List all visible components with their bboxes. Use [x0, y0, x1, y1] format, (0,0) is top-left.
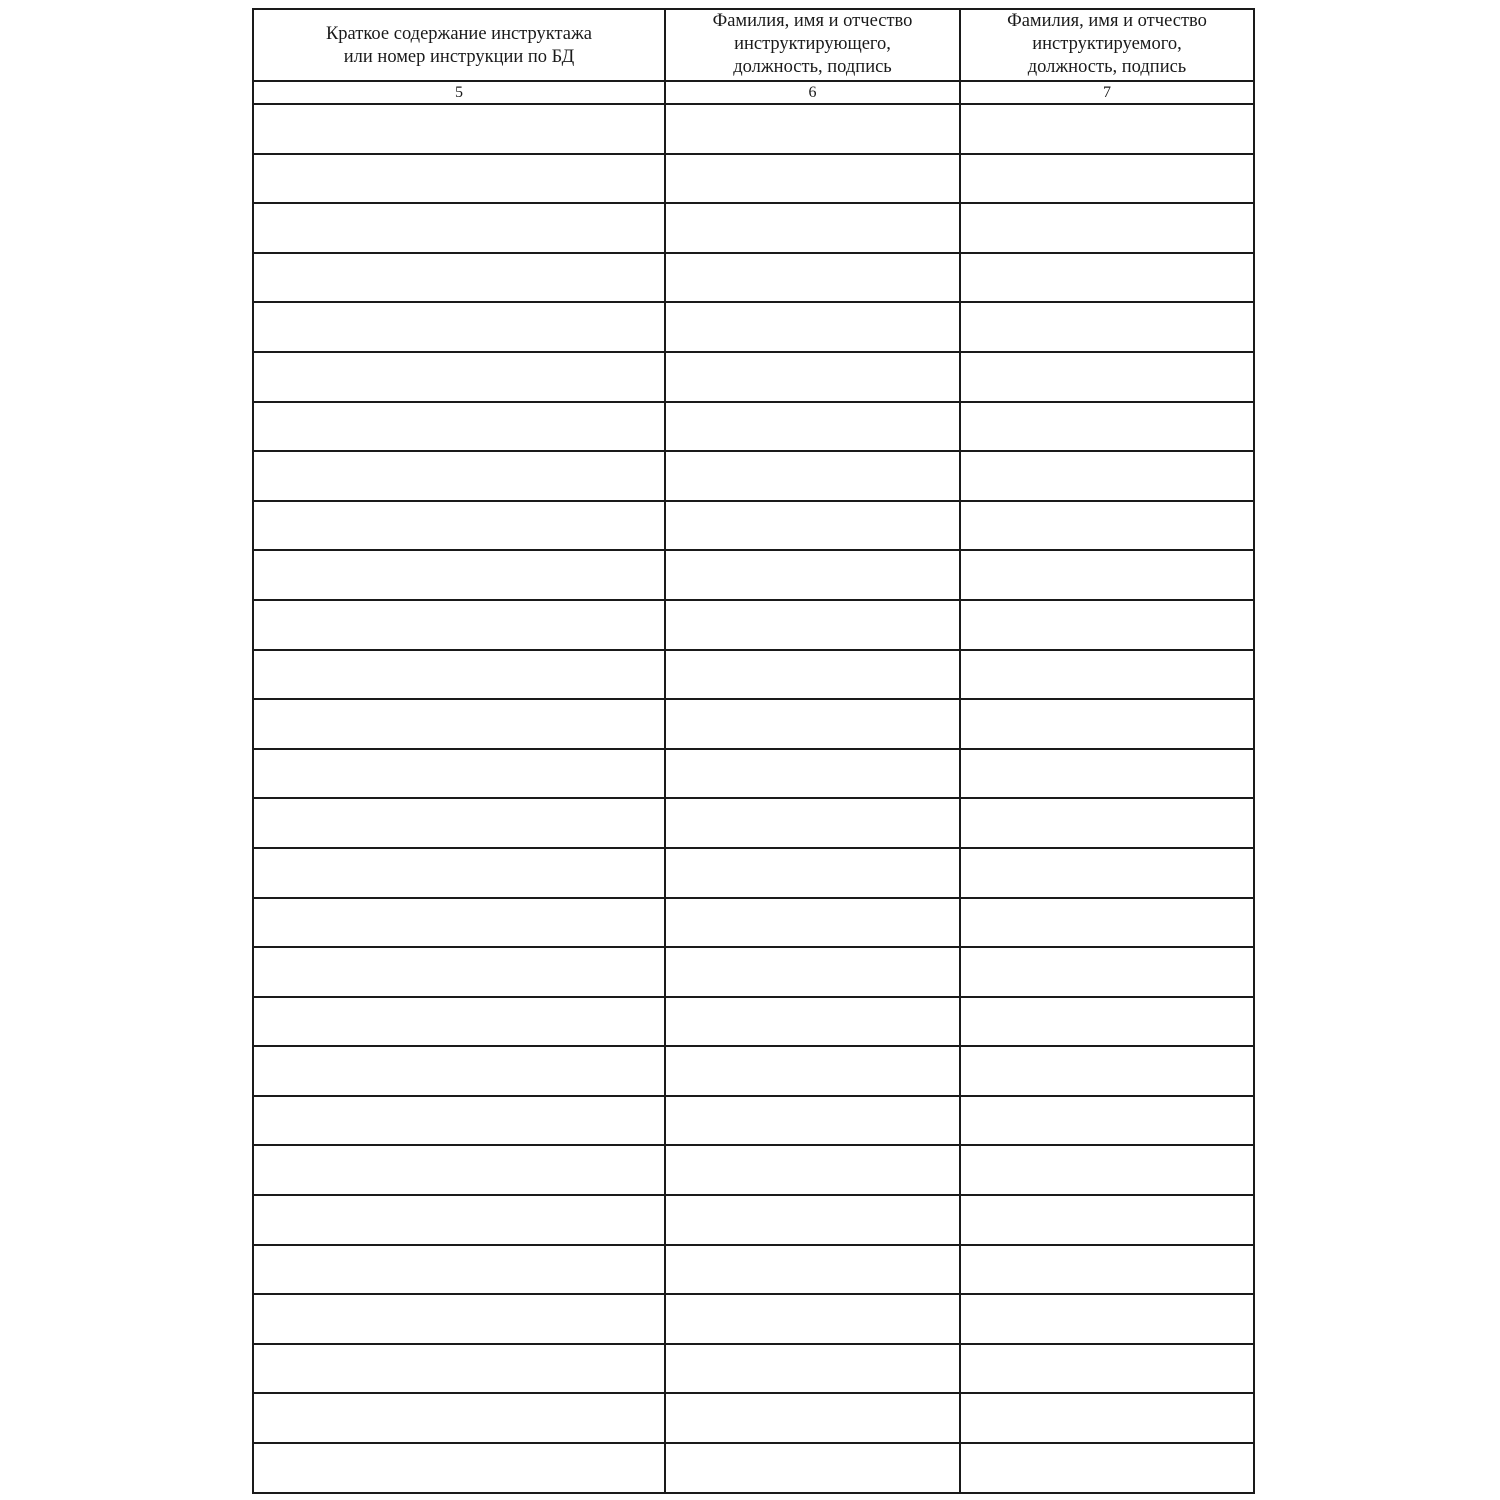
table-row [253, 1294, 1254, 1344]
column-number-5: 5 [253, 81, 665, 104]
table-row [253, 798, 1254, 848]
entry-cell-instructor[interactable] [665, 1393, 960, 1443]
entry-cell-instructed[interactable] [960, 1344, 1254, 1394]
entry-cell-briefing-content[interactable] [253, 749, 665, 799]
entry-cell-instructor[interactable] [665, 600, 960, 650]
entry-cell-instructed[interactable] [960, 600, 1254, 650]
entry-cell-instructor[interactable] [665, 154, 960, 204]
entry-cell-briefing-content[interactable] [253, 1344, 665, 1394]
entry-cell-instructor[interactable] [665, 104, 960, 154]
table-row [253, 699, 1254, 749]
entry-cell-briefing-content[interactable] [253, 600, 665, 650]
entry-cell-briefing-content[interactable] [253, 402, 665, 452]
table-row [253, 749, 1254, 799]
entry-cell-instructed[interactable] [960, 1046, 1254, 1096]
entry-cell-briefing-content[interactable] [253, 1443, 665, 1493]
table-row [253, 997, 1254, 1047]
entry-cell-instructor[interactable] [665, 997, 960, 1047]
entry-cell-instructor[interactable] [665, 253, 960, 303]
entry-cell-briefing-content[interactable] [253, 104, 665, 154]
entry-cell-instructed[interactable] [960, 898, 1254, 948]
table-row [253, 501, 1254, 551]
entry-cell-instructed[interactable] [960, 848, 1254, 898]
entry-cell-instructor[interactable] [665, 352, 960, 402]
entry-cell-briefing-content[interactable] [253, 550, 665, 600]
entry-cell-briefing-content[interactable] [253, 848, 665, 898]
entry-cell-instructed[interactable] [960, 104, 1254, 154]
column-number-row [253, 81, 1254, 104]
entry-cell-briefing-content[interactable] [253, 1195, 665, 1245]
entry-cell-instructed[interactable] [960, 650, 1254, 700]
table-row [253, 203, 1254, 253]
entry-cell-instructor[interactable] [665, 451, 960, 501]
entry-cell-briefing-content[interactable] [253, 253, 665, 303]
table-row [253, 1344, 1254, 1394]
entry-cell-instructed[interactable] [960, 699, 1254, 749]
entry-cell-instructed[interactable] [960, 352, 1254, 402]
entry-cell-instructed[interactable] [960, 1245, 1254, 1295]
entry-cell-instructed[interactable] [960, 253, 1254, 303]
entry-cell-instructor[interactable] [665, 848, 960, 898]
entry-cell-instructor[interactable] [665, 402, 960, 452]
entry-cell-instructed[interactable] [960, 451, 1254, 501]
entry-cell-instructed[interactable] [960, 1443, 1254, 1493]
header-instructor-label: Фамилия, имя и отчество инструктирующего, должность, подпись [712, 11, 913, 77]
entry-cell-instructor[interactable] [665, 650, 960, 700]
entry-cell-instructed[interactable] [960, 302, 1254, 352]
entry-cell-instructor[interactable] [665, 1195, 960, 1245]
table-row [253, 1096, 1254, 1146]
entry-cell-briefing-content[interactable] [253, 898, 665, 948]
table-row [253, 600, 1254, 650]
table-row [253, 1393, 1254, 1443]
entry-cell-instructed[interactable] [960, 501, 1254, 551]
table-row [253, 550, 1254, 600]
table-row [253, 154, 1254, 204]
table-row [253, 302, 1254, 352]
entry-cell-briefing-content[interactable] [253, 302, 665, 352]
table-row [253, 1245, 1254, 1295]
entry-cell-instructor[interactable] [665, 898, 960, 948]
entry-cell-instructed[interactable] [960, 798, 1254, 848]
table-row [253, 352, 1254, 402]
entry-cell-instructed[interactable] [960, 402, 1254, 452]
entry-cell-instructor[interactable] [665, 1294, 960, 1344]
entry-cell-briefing-content[interactable] [253, 997, 665, 1047]
entry-cell-briefing-content[interactable] [253, 203, 665, 253]
entry-cell-briefing-content[interactable] [253, 1294, 665, 1344]
table-row [253, 104, 1254, 154]
instruction-journal-table [252, 8, 1255, 1494]
table-row [253, 253, 1254, 303]
entry-cell-briefing-content[interactable] [253, 699, 665, 749]
entry-cell-instructed[interactable] [960, 947, 1254, 997]
entry-cell-instructed[interactable] [960, 1294, 1254, 1344]
entry-cell-instructed[interactable] [960, 1096, 1254, 1146]
entry-cell-instructor[interactable] [665, 947, 960, 997]
entry-cell-instructor[interactable] [665, 1443, 960, 1493]
entry-cell-instructor[interactable] [665, 798, 960, 848]
entry-cell-instructed[interactable] [960, 1195, 1254, 1245]
table-row [253, 402, 1254, 452]
entry-cell-instructed[interactable] [960, 203, 1254, 253]
entry-cell-briefing-content[interactable] [253, 352, 665, 402]
entry-cell-instructed[interactable] [960, 749, 1254, 799]
entry-cell-instructor[interactable] [665, 699, 960, 749]
table-row [253, 1443, 1254, 1493]
table-row [253, 947, 1254, 997]
table-row [253, 650, 1254, 700]
entry-cell-briefing-content[interactable] [253, 501, 665, 551]
header-briefing-content [253, 9, 665, 81]
entry-cell-instructor[interactable] [665, 1096, 960, 1146]
entry-cell-briefing-content[interactable] [253, 947, 665, 997]
journal-entries [253, 104, 1254, 1493]
entry-cell-briefing-content[interactable] [253, 798, 665, 848]
entry-cell-instructor[interactable] [665, 501, 960, 551]
header-instructor [665, 9, 960, 81]
entry-cell-briefing-content[interactable] [253, 1096, 665, 1146]
column-number-6: 6 [665, 81, 960, 104]
header-row [253, 9, 1254, 81]
header-instructed-label: Фамилия, имя и отчество инструктируемого, должность, подпись [1007, 11, 1207, 77]
entry-cell-instructor[interactable] [665, 1145, 960, 1195]
entry-cell-briefing-content[interactable] [253, 650, 665, 700]
entry-cell-instructor[interactable] [665, 550, 960, 600]
entry-cell-briefing-content[interactable] [253, 154, 665, 204]
table-row [253, 1046, 1254, 1096]
entry-cell-instructor[interactable] [665, 749, 960, 799]
entry-cell-instructed[interactable] [960, 1145, 1254, 1195]
table-row [253, 898, 1254, 948]
entry-cell-briefing-content[interactable] [253, 1145, 665, 1195]
header-briefing-content-label: Краткое содержание инструктажа или номер инструкции по БД [325, 24, 593, 67]
table-row [253, 848, 1254, 898]
entry-cell-instructed[interactable] [960, 154, 1254, 204]
entry-cell-instructed[interactable] [960, 550, 1254, 600]
table-row [253, 1145, 1254, 1195]
entry-cell-briefing-content[interactable] [253, 1245, 665, 1295]
entry-cell-instructor[interactable] [665, 203, 960, 253]
table-row [253, 1195, 1254, 1245]
entry-cell-instructor[interactable] [665, 1344, 960, 1394]
entry-cell-instructor[interactable] [665, 1245, 960, 1295]
entry-cell-briefing-content[interactable] [253, 1393, 665, 1443]
entry-cell-instructor[interactable] [665, 302, 960, 352]
entry-cell-briefing-content[interactable] [253, 1046, 665, 1096]
table-row [253, 451, 1254, 501]
entry-cell-instructed[interactable] [960, 997, 1254, 1047]
entry-cell-briefing-content[interactable] [253, 451, 665, 501]
entry-cell-instructed[interactable] [960, 1393, 1254, 1443]
header-instructed [960, 9, 1254, 81]
entry-cell-instructor[interactable] [665, 1046, 960, 1096]
column-number-7: 7 [960, 81, 1254, 104]
